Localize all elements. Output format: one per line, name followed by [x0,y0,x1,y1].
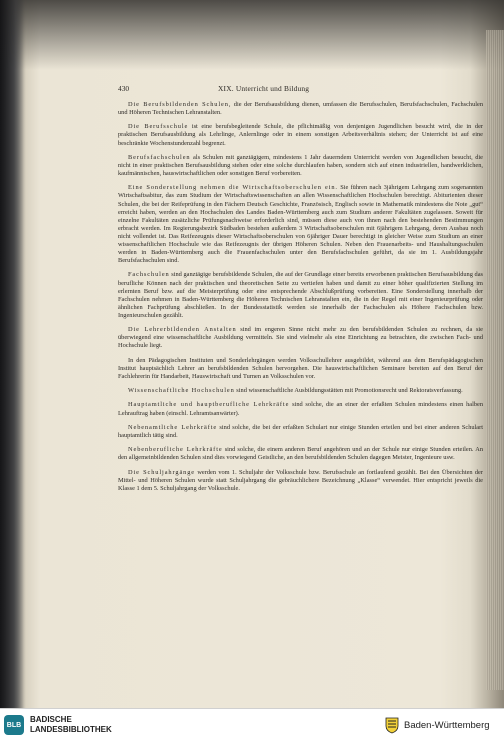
paragraph [118,271,483,320]
paragraph-lead: Die Berufsschule [128,123,189,131]
paragraph-lead: Fachschulen [128,271,170,279]
paragraph-text: sind solche, die bei der erfaßten Schulart nur einige Stunden erteilen und bei einer anderen Schulart hauptamtlich tätig sind. [118,423,483,439]
paragraph-text: sind ganztägige berufsbildende Schulen, die auf der Grundlage einer bereits erworbenen praktischen Berufsausbildung das berufliche Können nach der praktischen und theoretischen Seite zu vertiefen haben und damit zu einer höher qualifizierten Stellung im erlernten Beruf bzw. auf die Meisterprüfung oder eine entsprechende Abschlußprüfung vorbereiten. Eine Sonderstellung innerhalb der Fachschulen nehmen in Baden-Württemberg die Höheren Technischen Lehranstalten ein, die in der Regel mit einer Ingenieurprüfung oder ähnlichen Fachprüfung abschließen. In der Bundesstatistik werden sie innerhalb der Fachschulen als Höhere Fachschulen bzw. Ingenieurschulen gezählt. [118,271,483,319]
page-header [118,84,483,93]
paragraph [118,387,483,395]
paragraph [118,101,483,117]
paragraph-text: sind solche, die einem anderen Beruf angehören und an der Schule nur einige Stunden erteilen. An den allgemeinbildenden Schulen sind dies vorwiegend Geistliche, an den berufsbildenden Schulen dagegen Meister, Ingenieure usw. [118,446,483,462]
paragraph-lead: Berufsfachschulen [128,153,191,161]
page-number: 430 [118,84,130,93]
paragraph-lead: Hauptamtliche und hauptberufliche Lehrkräfte [128,401,290,409]
bw-crest-icon [384,716,400,734]
paragraph [118,469,483,493]
running-title: XIX. Unterricht und Bildung [218,84,310,93]
viewer-footer [0,708,504,741]
paragraph-lead: Nebenberufliche Lehrkräfte [128,446,223,454]
book-page [118,84,483,684]
spine-shadow [0,0,26,708]
paragraph [118,446,483,462]
paragraph-text: Sie führen nach 3jährigem Lehrgang zum sogenannten Wirtschaftsabitur, das zum Studium der Wirtschaftswissenschaften an allen Wissenschaftlichen Hochschulen berechtigt. Abiturienten dieser Schulen, die bei der Reifeprüfung in den Fächern Deutsch Geschichte, Französisch, Englisch sowie in Mathematik mindestens die Note „gut“ erreicht haben, werden an den Hochschulen des Landes Baden-Württemberg auch zum Studium anderer Fakultäten zugelassen. Soweit für einzelne Fakultäten zusätzliche Prüfungsnachweise erforderlich sind, müssen diese auch von ihnen nach den bestehenden Bestimmungen erbracht werden. Im Regierungsbezirk Südbaden bestehen außerdem 3 Wirtschaftsoberschulen mit 6jährigem Lehrgang, deren Ausbau noch nicht vollendet ist. Das Reifezeugnis dieser Wirtschaftsoberschulen von 6jähriger Dauer berechtigt in gleicher Weise zum Studium an einer wissenschaftlichen Hochschule wie das Reifezeugnis der übrigen Höheren Schulen. Neben den Frauenarbeits- und Haushaltungsschulen werden in Baden-Württemberg auch die Frauenfachschulen unter den Berufsfachschulen geführt, da sie im 1. Ausbildungsjahr Berufsfachschulen sind. [118,184,483,265]
paragraph-text: sind im engeren Sinne nicht mehr zu den berufsbildenden Schulen zu rechnen, da sie überwiegend eine wissenschaftliche Ausbildung vermitteln. Sie sind vielmehr als eine Einrichtung zu betrachten, die zwischen Fach- und Hochschule liegt. [118,326,484,350]
page-edges [486,30,504,690]
paragraph-text: sind wissenschaftliche Ausbildungsstätten mit Promotionsrecht und Rektoratsverfassung. [234,387,463,395]
paragraph-lead: Wissenschaftliche Hochschulen [128,387,235,395]
paragraph [118,357,483,381]
paragraph-text: sind solche, die an einer der erfaßten Schulen mindestens einen halben Lehrauftrag haben (einschl. Lehramtsanwärter). [118,401,483,417]
paragraph-text: werden vom 1. Schuljahr der Volksschule bzw. Berufsschule an fortlaufend gezählt. Bei den Übersichten der Mittel- und Höheren Schulen wurde statt Schuljahrgang die gebräuchlichere Bezeichnung „Klasse“ verwendet. Hier entspricht jeweils die Klasse 1 dem 5. Schuljahrgang der Volksschule. [118,468,483,492]
paragraph-lead: Nebenamtliche Lehrkräfte [128,423,218,431]
paragraph [118,184,483,265]
paragraph [118,123,483,147]
paragraph-lead: Eine Sonderstellung nehmen die Wirtschaftsoberschulen ein. [128,184,338,192]
paragraph [118,326,483,350]
library-name-line2: LANDESBIBLIOTHEK [30,725,112,734]
paragraph-lead: Die Lehrerbildenden Anstalten [128,326,237,334]
paragraph-text: In den Pädagogischen Instituten und Sonderlehrgängen werden Volksschullehrer ausgebildet, während aus dem Berufspädagogischen Institut hauptsächlich Lehrer an berufsbildenden Schulen hervorgehen. Die hauswirtschaftlichen Seminare bereiten auf den Beruf der Fachlehrerin für Handarbeit, Hauswirtschaft und Turnen an Volksschulen vor. [118,356,483,380]
paragraph-text: ist eine berufsbegleitende Schule, die pflichtmäßig von denjenigen Jugendlichen besucht wird, die in der praktischen Berufsausbildung als Lehrlinge, Anlernlinge oder in einem sonstigen Arbeitsverhältnis stehen; der Unterricht ist auf eine beschränkte Wochenstundenzahl begrenzt. [118,123,483,147]
paragraph-text: als Schulen mit ganztägigem, mindestens 1 Jahr dauerndem Unterricht werden von Jugendlichen besucht, die nicht in einer praktischen Berufsausbildung stehen oder eine solche durchlaufen haben, sondern sich auf einen industriellen, handwerklichen, kaufmännischen, hauswirtschaftlichen oder sonstigen Beruf vorbereiten. [118,153,483,178]
library-name[interactable] [30,715,112,735]
paragraph-lead: Die Berufsbildenden Schulen, [128,101,232,108]
scan-top-shadow [0,0,504,70]
paragraph [118,424,483,440]
paragraph [118,401,483,417]
library-name-line1: BADISCHE [30,715,72,724]
state-name[interactable]: Baden-Württemberg [404,720,490,731]
paragraph-lead: Die Schuljahrgänge [128,468,196,476]
paragraph-text: die der Berufsausbildung dienen, umfassen die Berufsschulen, Berufsfachschulen, Fachschulen und Höheren Technischen Lehranstalten. [118,101,483,117]
blb-logo[interactable]: BLB [4,715,24,735]
paragraph [118,154,483,178]
